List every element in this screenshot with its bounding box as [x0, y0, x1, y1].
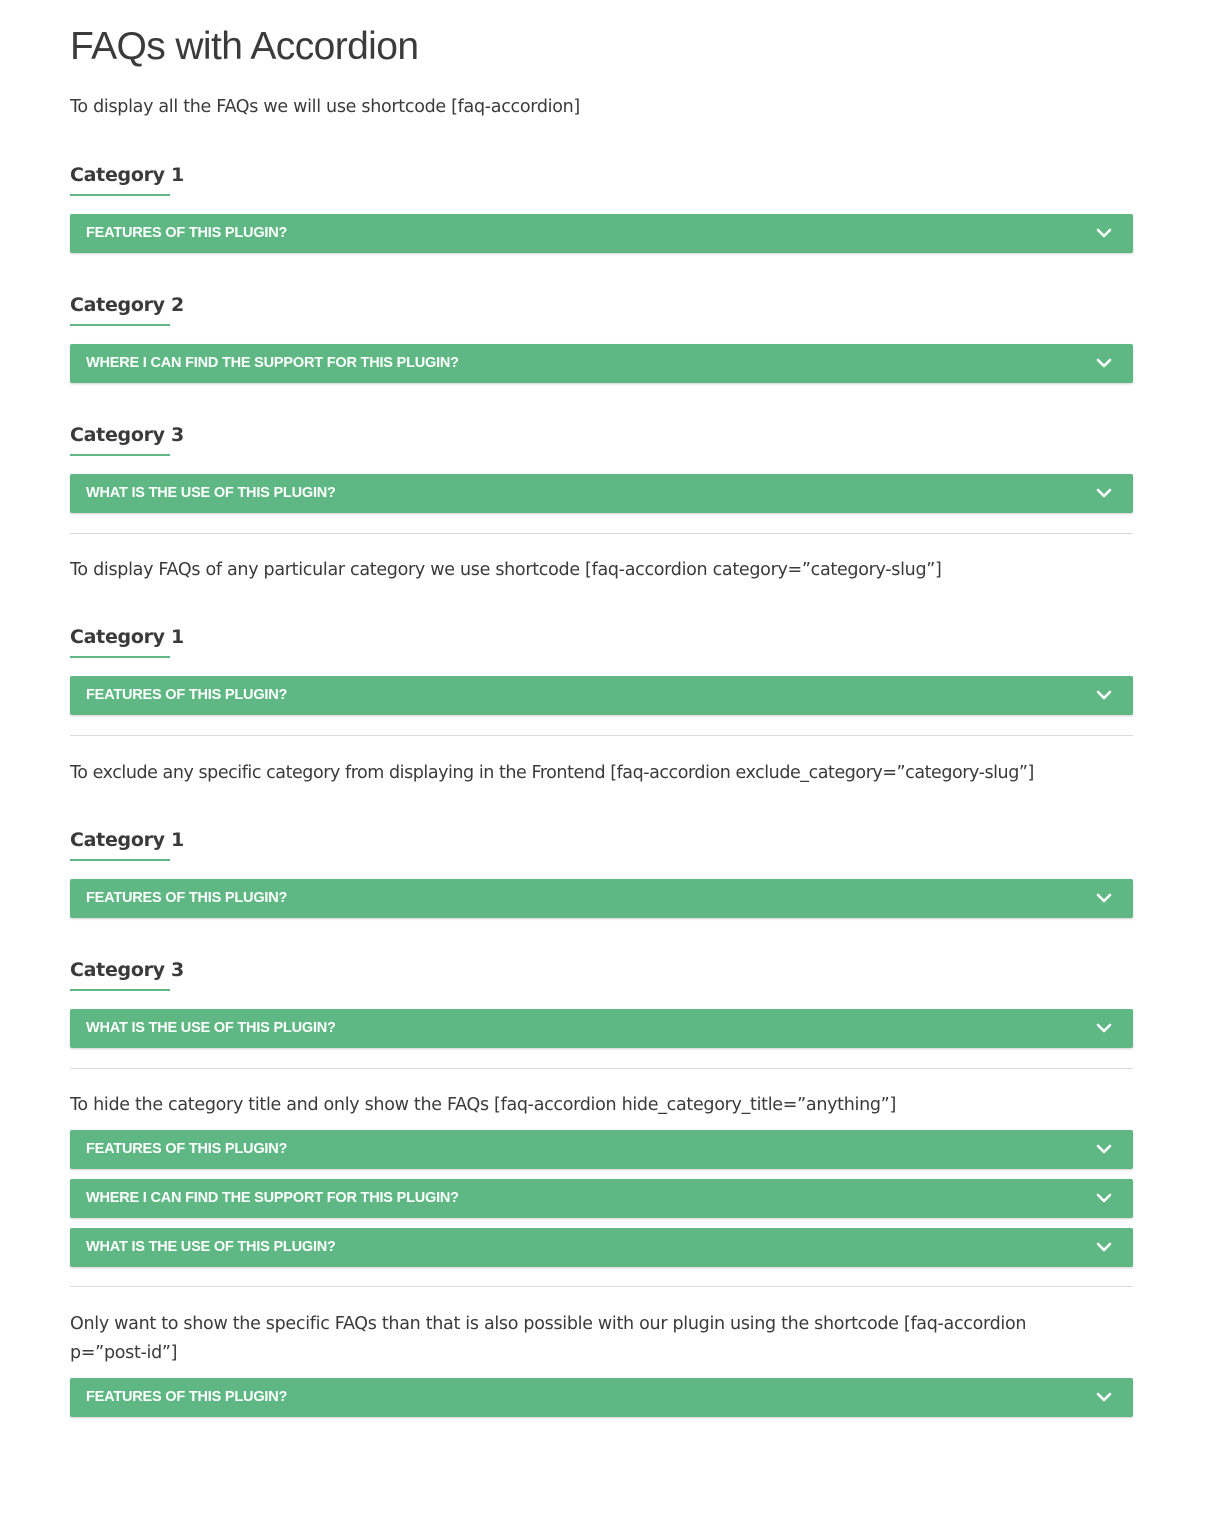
- chevron-down-icon: [1095, 688, 1113, 702]
- faq-question: WHERE I CAN FIND THE SUPPORT FOR THIS PLUGIN?: [86, 355, 459, 371]
- section-divider: [70, 533, 1133, 534]
- faq-accordion-item[interactable]: [70, 1228, 1133, 1267]
- section-intro-hide-title: To hide the category title and only show the FAQs [faq-accordion hide_category_title=”anything”]: [70, 1095, 896, 1115]
- section-divider: [70, 1068, 1133, 1069]
- category-underline: [70, 989, 170, 991]
- faq-question: FEATURES OF THIS PLUGIN?: [86, 1141, 288, 1157]
- category-heading: Category 3: [70, 959, 184, 981]
- chevron-down-icon: [1095, 1021, 1113, 1035]
- page-title: FAQs with Accordion: [70, 25, 419, 68]
- category-heading: Category 1: [70, 164, 184, 186]
- chevron-down-icon: [1095, 1240, 1113, 1254]
- section-divider: [70, 735, 1133, 736]
- category-heading: Category 2: [70, 294, 184, 316]
- faq-accordion-item[interactable]: [70, 1130, 1133, 1169]
- faq-accordion-item[interactable]: [70, 214, 1133, 253]
- faq-accordion-item[interactable]: [70, 474, 1133, 513]
- category-underline: [70, 859, 170, 861]
- category-underline: [70, 656, 170, 658]
- section-intro-all-faqs: To display all the FAQs we will use shortcode [faq-accordion]: [70, 97, 580, 117]
- faq-accordion-item[interactable]: [70, 1378, 1133, 1417]
- faq-question: FEATURES OF THIS PLUGIN?: [86, 225, 288, 241]
- faq-question: FEATURES OF THIS PLUGIN?: [86, 687, 288, 703]
- category-heading: Category 3: [70, 424, 184, 446]
- chevron-down-icon: [1095, 1142, 1113, 1156]
- chevron-down-icon: [1095, 891, 1113, 905]
- faq-question: FEATURES OF THIS PLUGIN?: [86, 890, 288, 906]
- category-heading: Category 1: [70, 829, 184, 851]
- faq-accordion-item[interactable]: [70, 1009, 1133, 1048]
- category-heading: Category 1: [70, 626, 184, 648]
- section-intro-category: To display FAQs of any particular category we use shortcode [faq-accordion category=”category-slug”]: [70, 560, 942, 580]
- chevron-down-icon: [1095, 1191, 1113, 1205]
- faq-accordion-item[interactable]: [70, 879, 1133, 918]
- section-divider: [70, 1286, 1133, 1287]
- faq-accordion-item[interactable]: [70, 344, 1133, 383]
- faq-accordion-item[interactable]: [70, 676, 1133, 715]
- chevron-down-icon: [1095, 1390, 1113, 1404]
- faq-question: WHAT IS THE USE OF THIS PLUGIN?: [86, 485, 336, 501]
- category-underline: [70, 454, 170, 456]
- faq-question: WHAT IS THE USE OF THIS PLUGIN?: [86, 1020, 336, 1036]
- chevron-down-icon: [1095, 226, 1113, 240]
- category-underline: [70, 324, 170, 326]
- section-intro-exclude-category: To exclude any specific category from displaying in the Frontend [faq-accordion exclude_category=”category-slug”]: [70, 763, 1034, 783]
- section-intro-specific-faqs: Only want to show the specific FAQs than that is also possible with our plugin using the shortcode [faq-accordion p=”post-id”]: [70, 1314, 1027, 1363]
- chevron-down-icon: [1095, 356, 1113, 370]
- category-underline: [70, 194, 170, 196]
- faq-accordion-item[interactable]: [70, 1179, 1133, 1218]
- chevron-down-icon: [1095, 486, 1113, 500]
- faq-question: FEATURES OF THIS PLUGIN?: [86, 1389, 288, 1405]
- faq-question: WHERE I CAN FIND THE SUPPORT FOR THIS PLUGIN?: [86, 1190, 459, 1206]
- faq-question: WHAT IS THE USE OF THIS PLUGIN?: [86, 1239, 336, 1255]
